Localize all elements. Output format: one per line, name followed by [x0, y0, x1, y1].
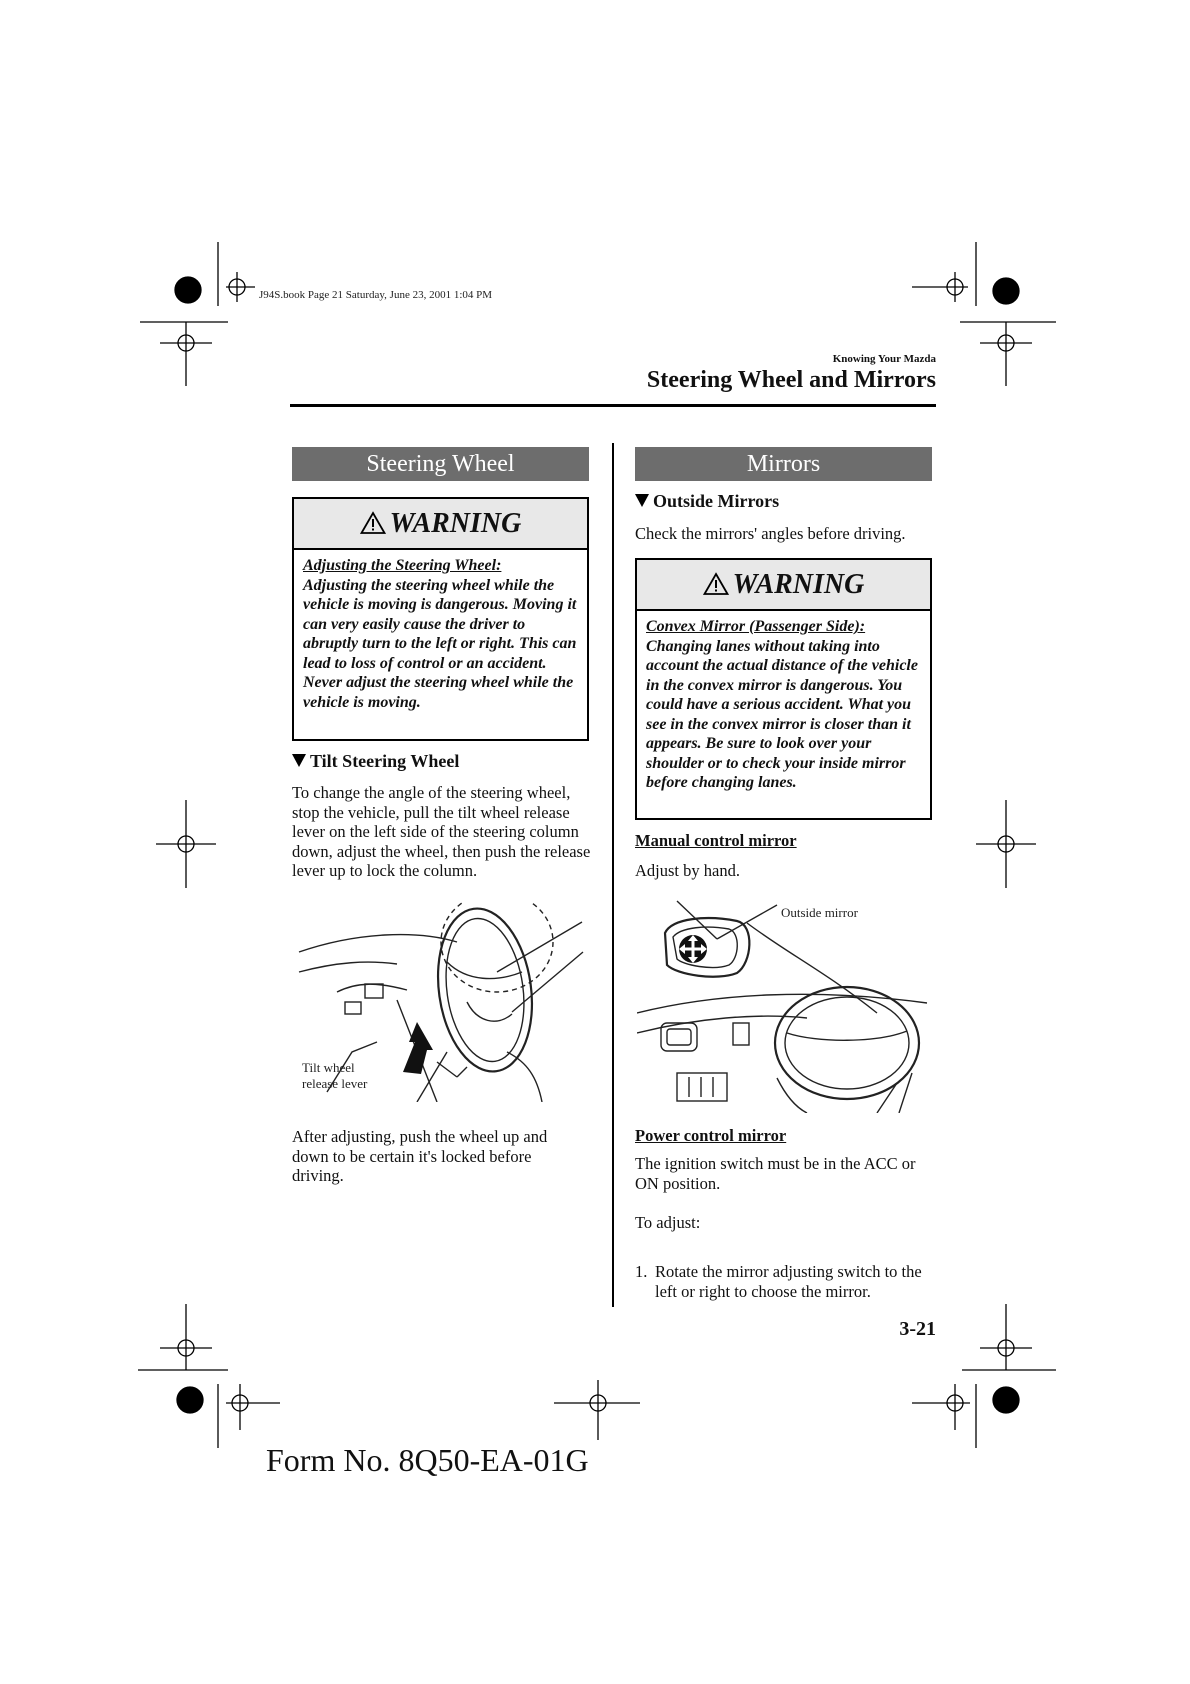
- warning-triangle-icon: [360, 511, 386, 535]
- warning-heading-text: WARNING: [389, 508, 522, 539]
- tilt-lever-label-line1: Tilt wheel: [302, 1060, 355, 1075]
- step-1-text: Rotate the mirror adjusting switch to the left or right to choose the mirror.: [655, 1262, 922, 1301]
- triangle-bullet-icon: [635, 494, 649, 507]
- tilt-heading: [292, 751, 459, 772]
- warning-heading: [637, 560, 930, 611]
- manual-mirror-heading: Manual control mirror: [635, 831, 797, 850]
- warning-triangle-icon: [703, 572, 729, 596]
- outside-mirrors-heading: [635, 491, 779, 512]
- section-header: Knowing Your Mazda: [832, 353, 936, 365]
- sunburst-mark-icon: [175, 277, 201, 303]
- mirrors-banner: Mirrors: [635, 447, 932, 481]
- warning-text: Adjusting the steering wheel while the vehicle is moving is dangerous. Moving it can very easily cause the driver to abruptly turn to the left or right. This can lead to loss of control or an accident. Never adjust the steering wheel while the vehicle is moving.: [303, 576, 577, 711]
- triangle-bullet-icon: [292, 754, 306, 767]
- after-adjusting-paragraph: After adjusting, push the wheel up and down to be certain it's locked before driving.: [292, 1127, 548, 1185]
- warning-heading: [294, 499, 587, 550]
- header-rule: [290, 404, 936, 407]
- outside-mirrors-paragraph: Check the mirrors' angles before driving.: [635, 524, 906, 543]
- warning-subtitle: Adjusting the Steering Wheel:: [303, 557, 502, 574]
- form-number: Form No. 8Q50-EA-01G: [266, 1442, 589, 1478]
- column-divider: [612, 443, 614, 1307]
- print-info-line: J94S.book Page 21 Saturday, June 23, 2001 1:04 PM: [259, 289, 493, 301]
- steering-warning-box: [292, 497, 589, 741]
- mirror-warning-box: [635, 558, 932, 820]
- warning-subtitle: Convex Mirror (Passenger Side):: [646, 618, 866, 635]
- power-mirror-heading: Power control mirror: [635, 1126, 787, 1145]
- outside-mirrors-heading-text: Outside Mirrors: [653, 491, 780, 511]
- tilt-lever-label: [302, 1060, 367, 1092]
- tilt-heading-text: Tilt Steering Wheel: [310, 751, 460, 771]
- outside-mirror-label: Outside mirror: [781, 905, 858, 920]
- tilt-lever-label-line2: release lever: [302, 1076, 368, 1091]
- warning-text: Changing lanes without taking into account the actual distance of the vehicle in the convex mirror is dangerous. You could have a serious accident. What you see in the convex mirror is closer than it appears. Be sure to look over your shoulder or to check your inside mirror before changing lanes.: [646, 637, 918, 791]
- warning-heading-text: WARNING: [732, 569, 865, 600]
- outside-mirror-illustration: [637, 893, 929, 1113]
- page-number: 3-21: [899, 1318, 936, 1340]
- tilt-paragraph: To change the angle of the steering wheel, stop the vehicle, pull the tilt wheel release lever on the left side of the steering column down, adjust the wheel, then push the release lever up to lock the column.: [292, 783, 591, 880]
- to-adjust-text: To adjust:: [635, 1213, 701, 1232]
- manual-mirror-paragraph: Adjust by hand.: [635, 861, 740, 880]
- page-title: Steering Wheel and Mirrors: [646, 367, 936, 393]
- steering-wheel-banner: Steering Wheel: [292, 447, 589, 481]
- power-mirror-paragraph: The ignition switch must be in the ACC or ON position.: [635, 1154, 916, 1193]
- step-number: 1.: [635, 1262, 648, 1281]
